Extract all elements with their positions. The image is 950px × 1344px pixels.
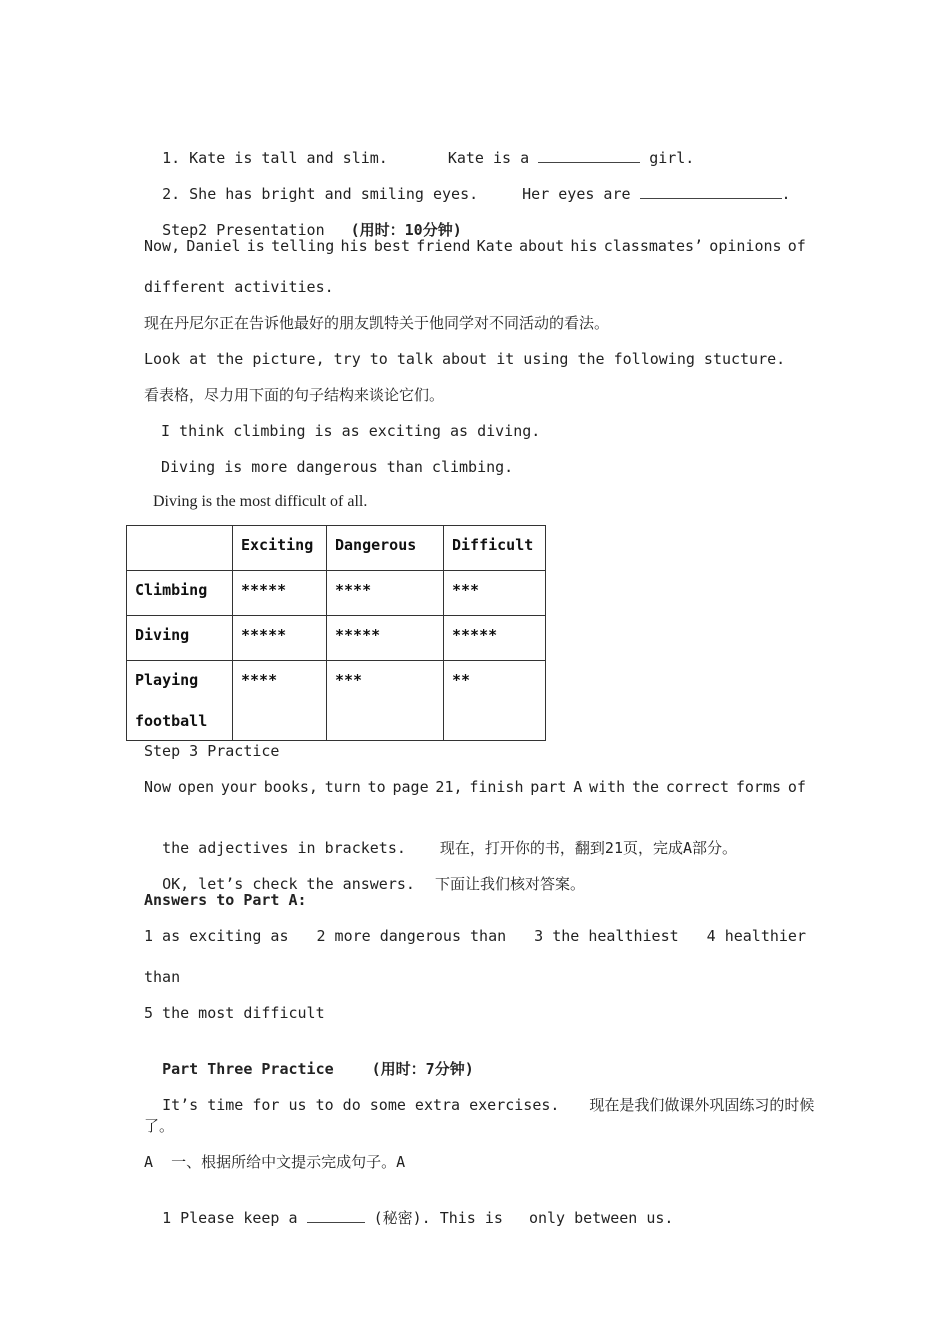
step3-heading: Step 3 Practice — [144, 742, 280, 760]
table-cell: ***** — [233, 571, 327, 616]
example-sentence-2: Diving is more dangerous than climbing. — [161, 458, 514, 476]
word: Now, — [144, 237, 181, 255]
word: classmates’ — [603, 237, 704, 255]
word: of — [787, 237, 806, 255]
word: your — [220, 778, 257, 796]
answer-item: 2 more dangerous than — [316, 927, 507, 945]
word: is — [246, 237, 265, 255]
table-cell: ** — [444, 661, 546, 741]
table-header-cell — [127, 526, 233, 571]
table-cell-line: Playing — [135, 671, 199, 689]
example-sentence-1: I think climbing is as exciting as diving. — [161, 422, 541, 440]
word: friend — [416, 237, 471, 255]
answer-item: 1 as exciting as — [144, 927, 289, 945]
open-books-line1 — [144, 777, 806, 797]
check-answers-cn: 下面让我们核对答案。 — [434, 875, 585, 893]
word: with — [589, 778, 626, 796]
word: page — [392, 778, 429, 796]
table-row — [127, 571, 546, 616]
table-cell: ***** — [327, 616, 444, 661]
word: his — [340, 237, 368, 255]
word: best — [373, 237, 410, 255]
word: 21, — [435, 778, 463, 796]
look-instruction-cn: 看表格，尽力用下面的句子结构来谈论它们。 — [144, 386, 445, 404]
table-cell: ***** — [444, 616, 546, 661]
question-1-end: only between us. — [528, 1209, 674, 1227]
table-cell: **** — [233, 661, 327, 741]
table-header-row — [127, 526, 546, 571]
part-three-time: (用时：7分钟) — [371, 1060, 474, 1078]
open-books-cn: 现在，打开你的书，翻到21页，完成A部分。 — [439, 839, 738, 857]
look-instruction: Look at the picture, try to talk about it using the following stucture. — [144, 350, 786, 368]
word: part — [530, 778, 567, 796]
table-cell-line: football — [135, 712, 208, 730]
word: Kate — [476, 237, 513, 255]
sentence-2: 2. She has bright and smiling eyes. Her eyes are . — [162, 185, 791, 203]
sentence-1-prompt: Kate is a — [447, 149, 530, 167]
answers-than: than — [144, 968, 181, 986]
step2-title: Step2 Presentation — [162, 221, 325, 239]
word: books, — [263, 778, 318, 796]
answers-row — [144, 926, 806, 946]
step2-time: (用时：10分钟) — [350, 221, 462, 239]
section-a-heading: A 一、根据所给中文提示完成句子。A — [144, 1153, 406, 1171]
word: telling — [271, 237, 335, 255]
answers-title: Answers to Part A: — [144, 891, 307, 909]
answer-5: 5 the most difficult — [144, 1004, 325, 1022]
word: opinions — [709, 237, 782, 255]
adjectives-text: the adjectives in brackets. — [162, 839, 406, 857]
part-three-heading — [144, 1039, 474, 1079]
question-1-blank[interactable] — [307, 1208, 365, 1223]
table-header-cell: Exciting — [233, 526, 327, 571]
word: his — [570, 237, 598, 255]
sentence-2-blank[interactable] — [640, 184, 782, 199]
table-cell: ***** — [233, 616, 327, 661]
question-1-hint: (秘密). This is — [373, 1209, 503, 1227]
word: A — [573, 778, 583, 796]
word: correct — [665, 778, 730, 796]
sentence-2-text: 2. She has bright and smiling eyes. — [162, 185, 479, 203]
part-three-title: Part Three Practice — [162, 1060, 334, 1078]
word: to — [367, 778, 386, 796]
word: the — [631, 778, 660, 796]
check-answers-text: OK, let’s check the answers. — [162, 875, 415, 893]
table-cell: Climbing — [127, 571, 233, 616]
sentence-1 — [144, 128, 694, 168]
word: Now — [144, 778, 172, 796]
table-header-cell: Difficult — [444, 526, 546, 571]
question-1-text: 1 Please keep a — [162, 1209, 298, 1227]
answer-item: 3 the healthiest — [534, 927, 679, 945]
sentence-1-blank[interactable] — [538, 148, 640, 163]
sentence-2-prompt: Her eyes are — [522, 185, 631, 203]
table-cell: *** — [444, 571, 546, 616]
table-cell: Diving — [127, 616, 233, 661]
extra-exercises-cn-2: 了。 — [144, 1117, 175, 1135]
sentence-1-text: 1. Kate is tall and slim. — [162, 149, 388, 167]
word: finish — [469, 778, 524, 796]
extra-exercises-cn: 现在是我们做课外巩固练习的时候 — [589, 1096, 815, 1114]
check-answers — [144, 854, 585, 894]
question-1 — [144, 1188, 673, 1228]
word: Daniel — [186, 237, 241, 255]
word: open — [177, 778, 215, 796]
open-books-line2 — [144, 818, 737, 858]
daniel-paragraph-line2: different activities. — [144, 278, 334, 296]
word: of — [787, 778, 806, 796]
activity-table — [126, 525, 546, 741]
table-header-cell: Dangerous — [327, 526, 444, 571]
table-cell: **** — [327, 571, 444, 616]
word: turn — [324, 778, 361, 796]
word: forms — [735, 778, 782, 796]
word: about — [519, 237, 565, 255]
example-sentence-3: Diving is the most difficult of all. — [153, 493, 368, 510]
table-row — [127, 661, 546, 741]
table-row — [127, 616, 546, 661]
answer-item: 4 healthier — [706, 927, 806, 945]
extra-exercises — [144, 1075, 814, 1115]
sentence-1-end: girl. — [649, 149, 695, 167]
daniel-paragraph-line1 — [144, 236, 806, 256]
table-cell — [127, 661, 233, 741]
step2-heading — [144, 200, 462, 240]
extra-exercises-text: It’s time for us to do some extra exercises. — [162, 1096, 560, 1114]
daniel-paragraph-cn: 现在丹尼尔正在告诉他最好的朋友凯特关于他同学对不同活动的看法。 — [144, 314, 610, 332]
table-cell: *** — [327, 661, 444, 741]
